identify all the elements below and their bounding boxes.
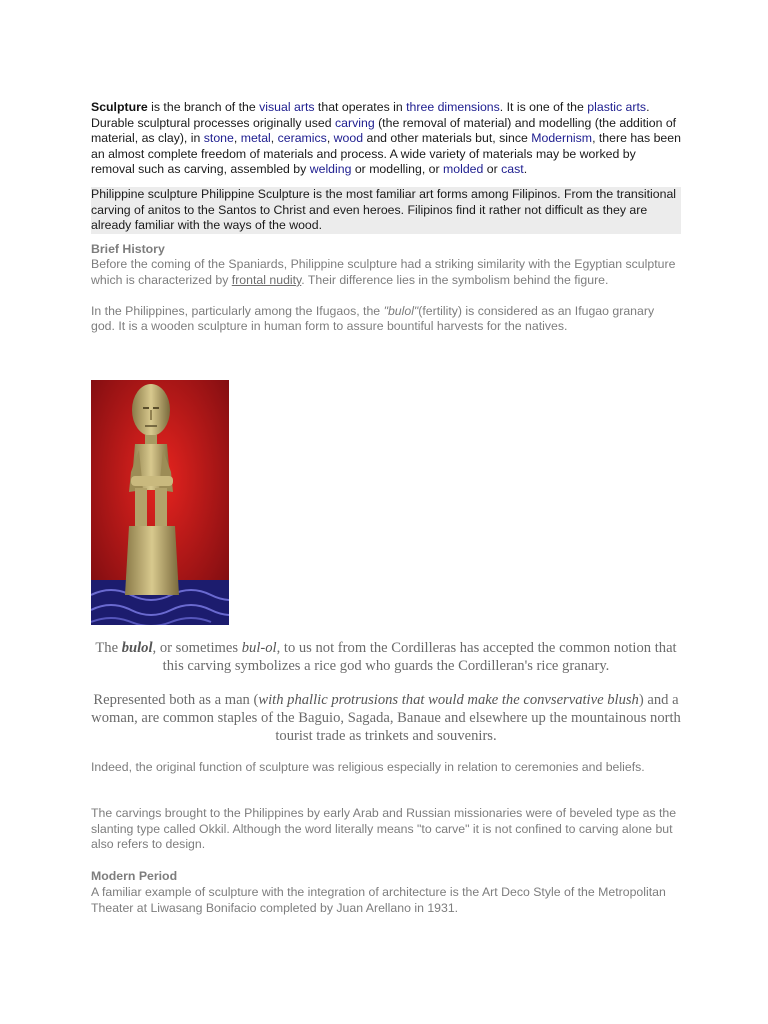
link-ceramics[interactable]: ceramics xyxy=(277,131,327,146)
link-plastic-arts[interactable]: plastic arts xyxy=(587,100,647,114)
bulol-paragraph: In the Philippines, particularly among the Ifugaos, the "bulol"(fertility) is considered as an Ifugao granary god. It is a wooden sculpture in human form to assure bountiful harvests for the natives. xyxy=(91,303,655,334)
link-stone[interactable]: stone xyxy=(203,131,234,146)
link-carving[interactable]: carving xyxy=(335,115,375,130)
link-welding[interactable]: welding xyxy=(309,162,352,177)
brief-history-paragraph: Before the coming of the Spaniards, Philippine sculpture had a striking similarity with the Egyptian sculpture which is characterized by frontal nudity. Their difference lies in the symbolism behind the figure. xyxy=(91,257,676,287)
link-metal[interactable]: metal xyxy=(240,131,271,146)
link-cast[interactable]: cast xyxy=(501,162,524,177)
link-wood[interactable]: wood xyxy=(333,131,364,146)
link-molded[interactable]: molded xyxy=(443,162,484,177)
article xyxy=(91,100,681,335)
link-three-dimensions[interactable]: three dimensions xyxy=(406,100,500,114)
intro-paragraph: Sculpture is the branch of the visual arts that operates in three dimensions. It is one of the plastic arts. Durable sculptural processes originally used carving (the removal of material) and modelling (the addition of material, as clay), in stone, metal, ceramics, wood and other materials but, since Modernism, there has been an almost complete freedom of materials and process. A wide variety of materials may be worked by removal such as carving, assembled by welding or modelling, or molded or cast. xyxy=(91,100,681,177)
caption-bulol: The bulol, or sometimes bul-ol, to us not from the Cordilleras has accepted the common notion that this carving symbolizes a rice god who guards the Cordilleran's rice granary. xyxy=(95,640,677,674)
bulol-sculpture-image xyxy=(91,380,229,625)
highlighted-paragraph: Philippine sculpture Philippine Sculpture is the most familiar art forms among Filipinos. From the transitional carving of anitos to the Santos to Christ and even heroes. Filipinos find it rather not difficult as they are already familiar with the ways of the wood. xyxy=(91,187,681,234)
function-paragraph: Indeed, the original function of sculpture was religious especially in relation to ceremonies and beliefs. xyxy=(91,760,645,774)
heading-brief-history: Brief History xyxy=(91,241,165,256)
link-modernism[interactable]: Modernism xyxy=(531,131,593,146)
heading-modern-period: Modern Period xyxy=(91,869,178,883)
carvings-paragraph: The carvings brought to the Philippines by early Arab and Russian missionaries were of beveled type as the slanting type called Okkil. Although the word literally means "to carve" it is not confined to carving alone but also refers to design. xyxy=(91,806,677,852)
modern-period-paragraph: A familiar example of sculpture with the integration of architecture is the Art Deco Style of the Metropolitan Theater at Liwasang Bonifacio completed by Juan Arellano in 1931. xyxy=(91,885,666,915)
term-sculpture: Sculpture xyxy=(91,100,148,114)
link-visual-arts[interactable]: visual arts xyxy=(259,100,315,114)
link-frontal-nudity[interactable]: frontal nudity xyxy=(231,272,302,287)
caption-represented: Represented both as a man (with phallic protrusions that would make the convservative blush) and a woman, are common staples of the Baguio, Sagada, Banaue and elsewhere up the mountainous north tourist trade as trinkets and souvenirs. xyxy=(91,692,681,744)
bulol-illustration xyxy=(91,380,229,625)
